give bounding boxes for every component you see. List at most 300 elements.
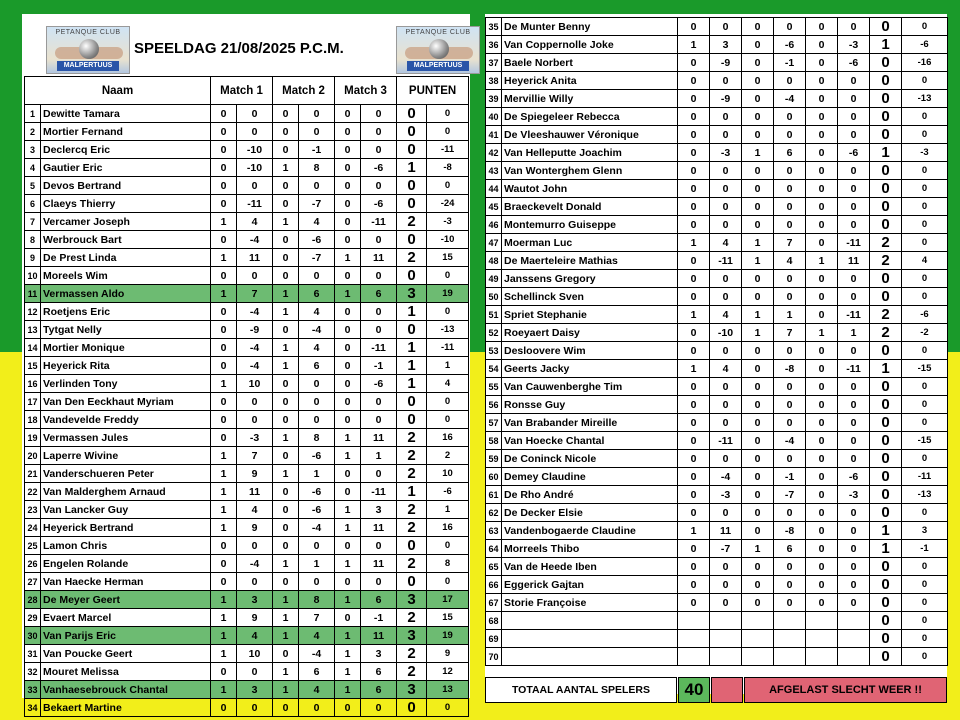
total-points: 0 [902,558,948,576]
row-number: 64 [486,540,502,558]
row-number: 33 [25,681,41,699]
player-name: Evaert Marcel [41,609,211,627]
player-name: Heyerick Anita [502,72,678,90]
match1-won: 0 [211,429,237,447]
match2-won: 0 [742,432,774,450]
match2-won: 0 [273,231,299,249]
row-number: 26 [25,555,41,573]
row-number: 5 [25,177,41,195]
match1-won: 0 [678,450,710,468]
row-number: 52 [486,324,502,342]
total-wins: 0 [397,195,427,213]
match3-score [838,648,870,666]
player-name: Vandenbogaerde Claudine [502,522,678,540]
match2-score: 6 [299,285,335,303]
total-points: 15 [427,609,469,627]
match3-score: -1 [361,609,397,627]
match1-won: 0 [678,432,710,450]
match1-score: 0 [237,105,273,123]
total-wins: 2 [397,519,427,537]
player-name: Van Helleputte Joachim [502,144,678,162]
match2-won: 0 [273,123,299,141]
table-row [486,486,948,504]
total-points: 0 [902,108,948,126]
total-points: -6 [902,306,948,324]
match2-score: 7 [774,234,806,252]
row-number: 57 [486,414,502,432]
match3-won: 0 [806,414,838,432]
match1-won: 0 [678,126,710,144]
match2-won: 0 [742,216,774,234]
match2-won: 1 [273,429,299,447]
match1-score: 7 [237,447,273,465]
table-row [25,573,469,591]
match3-won: 0 [335,699,361,717]
match3-score: 0 [361,303,397,321]
table-row [486,18,948,36]
match1-won: 0 [678,162,710,180]
match1-won: 0 [678,342,710,360]
row-number: 29 [25,609,41,627]
total-points: 19 [427,285,469,303]
total-wins: 3 [397,591,427,609]
match3-won: 1 [335,285,361,303]
row-number: 32 [25,663,41,681]
match3-score: 0 [361,537,397,555]
row-number: 44 [486,180,502,198]
match3-won: 0 [335,267,361,285]
match3-won: 0 [806,576,838,594]
match1-score: 0 [710,270,742,288]
match2-won: 0 [742,126,774,144]
table-row [25,321,469,339]
match3-score: 6 [361,663,397,681]
match1-score: -7 [710,540,742,558]
match1-score: -10 [237,159,273,177]
match2-score: -4 [774,432,806,450]
match2-won [742,630,774,648]
match2-score: -8 [774,522,806,540]
table-row [486,630,948,648]
match1-score: 0 [237,123,273,141]
player-name: Heyerick Rita [41,357,211,375]
match3-score: 0 [361,573,397,591]
match2-score: 1 [299,555,335,573]
match3-score: -11 [838,234,870,252]
match2-won: 1 [273,285,299,303]
match2-score: 0 [299,537,335,555]
table-row [486,594,948,612]
row-number: 36 [486,36,502,54]
match2-won: 0 [742,18,774,36]
total-points: 0 [902,18,948,36]
player-name: Tytgat Nelly [41,321,211,339]
player-name: Van Wonterghem Glenn [502,162,678,180]
match1-score: 0 [710,18,742,36]
match1-won: 0 [211,105,237,123]
match3-won: 1 [335,627,361,645]
match1-score: 9 [237,519,273,537]
player-name: Dewitte Tamara [41,105,211,123]
match2-score: -8 [774,360,806,378]
total-wins: 0 [397,393,427,411]
total-points: 0 [427,177,469,195]
row-number: 51 [486,306,502,324]
total-wins: 0 [870,342,902,360]
match3-won: 1 [335,645,361,663]
match1-score: 0 [710,216,742,234]
total-wins: 0 [870,450,902,468]
table-row [25,339,469,357]
match3-score: 0 [838,288,870,306]
match1-score: 11 [710,522,742,540]
player-name: Van Parijs Eric [41,627,211,645]
match1-won: 0 [678,270,710,288]
match3-won: 0 [806,522,838,540]
match2-score: -4 [299,645,335,663]
match1-score: -3 [710,144,742,162]
match2-won: 0 [742,522,774,540]
row-number: 9 [25,249,41,267]
total-points: 0 [902,576,948,594]
total-points: -6 [427,483,469,501]
total-wins: 0 [870,162,902,180]
match2-score: -1 [774,54,806,72]
col-header-match3: Match 3 [335,77,397,105]
total-wins: 1 [397,357,427,375]
match2-score: 1 [774,306,806,324]
match1-score: 9 [237,465,273,483]
match3-won: 0 [335,141,361,159]
total-points: 0 [427,303,469,321]
row-number: 69 [486,630,502,648]
match2-won: 1 [273,159,299,177]
match1-score: 10 [237,645,273,663]
match3-score: -3 [838,36,870,54]
total-wins: 0 [870,90,902,108]
match1-score: 0 [710,594,742,612]
match2-score: 0 [774,414,806,432]
match2-won: 0 [742,414,774,432]
total-points: 0 [902,414,948,432]
row-number: 22 [25,483,41,501]
row-number: 16 [25,375,41,393]
table-row [25,609,469,627]
match3-score: 11 [361,555,397,573]
row-number: 56 [486,396,502,414]
match3-won: 0 [806,198,838,216]
sheet-header [24,18,471,82]
row-number: 42 [486,144,502,162]
left-score-sheet [22,14,471,716]
match3-won: 0 [335,159,361,177]
match2-won: 1 [742,324,774,342]
match2-score: 0 [774,576,806,594]
row-number: 6 [25,195,41,213]
player-name: De Decker Elsie [502,504,678,522]
match1-won: 0 [678,90,710,108]
total-points: 16 [427,429,469,447]
table-row [486,252,948,270]
match3-won: 1 [335,663,361,681]
match1-won [678,612,710,630]
table-row [486,540,948,558]
table-row [486,450,948,468]
match1-score: -11 [710,432,742,450]
match3-score: -11 [361,483,397,501]
total-points: 15 [427,249,469,267]
total-wins: 2 [397,645,427,663]
match1-score [710,630,742,648]
match1-won: 0 [211,123,237,141]
match1-score: 4 [710,360,742,378]
match3-won: 1 [335,429,361,447]
player-name: Mervillie Willy [502,90,678,108]
table-row [486,90,948,108]
match2-won: 0 [742,180,774,198]
match1-won: 0 [678,288,710,306]
match3-score: 0 [838,504,870,522]
match3-won: 0 [806,558,838,576]
total-points: 0 [902,72,948,90]
match1-won: 1 [211,501,237,519]
match2-won: 0 [742,108,774,126]
match2-score: 0 [299,699,335,717]
match3-won: 0 [335,573,361,591]
total-points: -2 [902,324,948,342]
match1-score: 3 [710,36,742,54]
player-name: De Prest Linda [41,249,211,267]
match1-won: 1 [211,591,237,609]
match1-score: 11 [237,483,273,501]
total-points: 0 [902,378,948,396]
match2-score: 0 [299,267,335,285]
row-number: 58 [486,432,502,450]
total-wins: 1 [397,303,427,321]
row-number: 4 [25,159,41,177]
table-row [25,681,469,699]
match3-score: 0 [838,72,870,90]
match1-won: 0 [678,396,710,414]
match1-won: 0 [211,177,237,195]
match2-won: 0 [273,537,299,555]
match2-won: 0 [273,141,299,159]
table-row [25,123,469,141]
match2-won: 0 [273,483,299,501]
match1-won: 1 [678,234,710,252]
match3-won: 0 [806,36,838,54]
match2-won: 1 [742,234,774,252]
match3-won: 0 [335,195,361,213]
row-number: 50 [486,288,502,306]
match3-score: 0 [838,126,870,144]
row-number: 10 [25,267,41,285]
total-points: 0 [427,105,469,123]
match3-won: 0 [335,357,361,375]
player-name: Laperre Wivine [41,447,211,465]
total-points: 0 [427,411,469,429]
player-name: Van Poucke Geert [41,645,211,663]
match3-won: 0 [335,123,361,141]
match2-won: 1 [273,663,299,681]
player-name: Van Brabander Mireille [502,414,678,432]
match2-won: 1 [273,339,299,357]
row-number: 14 [25,339,41,357]
match3-won [806,612,838,630]
table-row [25,411,469,429]
match1-score: 4 [237,501,273,519]
match3-score: -6 [361,375,397,393]
match1-won: 0 [211,699,237,717]
match3-won: 1 [806,324,838,342]
match3-score: -6 [838,468,870,486]
match1-won: 0 [211,411,237,429]
total-points: 0 [902,180,948,198]
match3-score: 0 [361,123,397,141]
match2-won: 0 [273,393,299,411]
match2-score: 0 [774,288,806,306]
match3-score: 0 [838,180,870,198]
table-row [25,213,469,231]
match3-score: -6 [361,159,397,177]
total-wins: 2 [397,609,427,627]
match3-won: 0 [806,378,838,396]
total-wins: 0 [870,396,902,414]
match3-score: 0 [838,90,870,108]
total-wins: 2 [397,429,427,447]
match3-won: 0 [335,177,361,195]
match2-score: -4 [299,321,335,339]
table-row [25,465,469,483]
table-row [25,429,469,447]
match3-score: 6 [361,681,397,699]
match1-score [710,612,742,630]
totals-row [485,677,947,703]
total-wins: 0 [870,612,902,630]
table-row [486,324,948,342]
row-number: 49 [486,270,502,288]
match3-won: 0 [806,144,838,162]
table-row [25,249,469,267]
total-wins: 2 [397,555,427,573]
match1-won: 0 [678,252,710,270]
player-name: De Maerteleire Mathias [502,252,678,270]
match2-score: 4 [299,303,335,321]
player-name: Braeckevelt Donald [502,198,678,216]
player-name: Declercq Eric [41,141,211,159]
match2-won: 0 [742,360,774,378]
total-points: 0 [902,396,948,414]
match1-score: -11 [710,252,742,270]
match3-won: 0 [335,393,361,411]
match3-won: 0 [806,306,838,324]
total-wins: 0 [870,378,902,396]
total-points: 13 [427,681,469,699]
player-name: Werbrouck Bart [41,231,211,249]
table-row [25,105,469,123]
match2-score [774,630,806,648]
total-players-count: 40 [678,677,710,703]
table-row [486,234,948,252]
total-points: 0 [902,342,948,360]
match3-won: 0 [806,162,838,180]
total-players-label: TOTAAL AANTAL SPELERS [485,677,677,703]
row-number: 1 [25,105,41,123]
match1-score: 4 [710,234,742,252]
total-points: -13 [902,486,948,504]
match1-score: 4 [237,213,273,231]
match3-won: 0 [335,321,361,339]
row-number: 46 [486,216,502,234]
match2-won: 0 [742,162,774,180]
player-name: Van Cauwenberghe Tim [502,378,678,396]
match1-score: 0 [710,414,742,432]
match3-score: 0 [838,18,870,36]
match3-won: 0 [806,90,838,108]
match2-score: -6 [299,483,335,501]
match3-score: 11 [361,519,397,537]
player-name: De Meyer Geert [41,591,211,609]
match2-won: 1 [273,303,299,321]
match2-score: -4 [774,90,806,108]
match3-score: 0 [838,198,870,216]
total-wins: 0 [397,123,427,141]
match3-won: 1 [335,591,361,609]
total-points: 0 [902,504,948,522]
total-wins: 0 [397,231,427,249]
match3-won: 0 [335,339,361,357]
player-name: De Vleeshauwer Véronique [502,126,678,144]
table-row [486,378,948,396]
match2-score: 0 [774,126,806,144]
match1-score [710,648,742,666]
match2-won: 0 [273,645,299,663]
total-wins: 0 [870,504,902,522]
player-name: Van Lancker Guy [41,501,211,519]
total-points: -16 [902,54,948,72]
total-points: -24 [427,195,469,213]
table-row [25,267,469,285]
match2-won: 0 [742,396,774,414]
player-name: Morreels Thibo [502,540,678,558]
total-points: 1 [427,501,469,519]
match3-won: 0 [806,180,838,198]
total-points: 0 [902,450,948,468]
match3-won: 0 [335,105,361,123]
match1-won: 1 [211,519,237,537]
total-wins: 0 [870,432,902,450]
total-wins: 0 [870,216,902,234]
match2-won: 0 [742,198,774,216]
petanque-ball-icon [429,39,449,59]
match1-score: 0 [710,108,742,126]
match2-won: 1 [273,213,299,231]
player-name: Mortier Fernand [41,123,211,141]
row-number: 45 [486,198,502,216]
match3-won: 0 [806,270,838,288]
row-number: 24 [25,519,41,537]
total-points: 17 [427,591,469,609]
match3-score: -6 [838,54,870,72]
total-wins: 1 [397,483,427,501]
match2-score: 0 [299,375,335,393]
match3-score: 1 [838,324,870,342]
match1-score: 0 [237,663,273,681]
table-row [486,36,948,54]
match3-score: 0 [361,411,397,429]
match2-won: 0 [273,249,299,267]
match3-won: 0 [806,594,838,612]
